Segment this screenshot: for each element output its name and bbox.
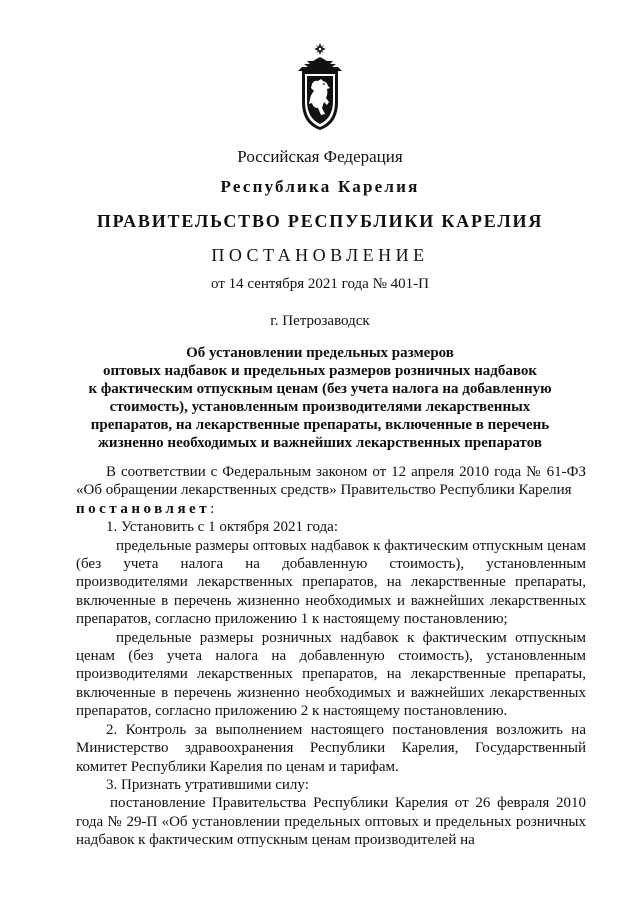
document-city: г. Петрозаводск [270, 313, 370, 329]
intro-paragraph: В соответствии с Федеральным законом от 12 апреля 2010 года № 61-ФЗ «Об обращении лекарственных средств» Правительство Республики Карелия [76, 464, 586, 499]
item-3-repealed-paragraph: постановление Правительства Республики Карелия от 26 февраля 2010 года № 29-П «Об установлении предельных оптовых и предельных розничных надбавок к фактическим отпускным ценам производителей на [76, 795, 586, 849]
resolves-word: постановляет [76, 500, 211, 517]
title-line: жизненно необходимых и важнейших лекарственных препаратов [98, 435, 542, 451]
title-line: стоимость), установленным производителями лекарственных [109, 399, 531, 415]
title-line: Об установлении предельных размеров [186, 345, 454, 361]
country-name: Российская Федерация [237, 147, 403, 166]
item-2: 2. Контроль за выполнением настоящего постановления возложить на Министерство здравоохранения Республики Карелия, Государственный комитет Республики Карелия по ценам и тарифам. [76, 721, 586, 775]
republic-name: Республика Карелия [220, 177, 420, 196]
item-3: 3. Признать утратившими силу: [106, 776, 309, 793]
coat-of-arms-emblem [297, 42, 343, 132]
document-type: ПОСТАНОВЛЕНИЕ [211, 245, 429, 265]
item-1-wholesale-paragraph: предельные размеры оптовых надбавок к фактическим отпускным ценам (без учета налога на добавленную стоимость), установленным производителями лекарственных препаратов, на лекарственные препараты, включенные в перечень жизненно необходимых и важнейших лекарственных препаратов, согласно приложению 1 к настоящему постановлению; [76, 537, 586, 628]
title-line: препаратов, на лекарственные препараты, включенные в перечень [90, 417, 550, 433]
item-1-retail-paragraph: предельные размеры розничных надбавок к фактическим отпускным ценам (без учета налога на добавленную стоимость), установленным производителями лекарственных препаратов, на лекарственные препараты, включенные в перечень жизненно необходимых и важнейших лекарственных препаратов, согласно приложению 2 к настоящему постановлению. [76, 629, 586, 720]
resolution-word [76, 500, 586, 518]
item-1: 1. Установить с 1 октября 2021 года: [106, 519, 338, 536]
title-line: к фактическим отпускным ценам (без учета налога на добавленную [88, 381, 552, 397]
document-date-number: от 14 сентября 2021 года № 401-П [211, 276, 429, 292]
title-line: оптовых надбавок и предельных размеров розничных надбавок [102, 363, 538, 379]
document-title [60, 344, 580, 452]
government-name: ПРАВИТЕЛЬСТВО РЕСПУБЛИКИ КАРЕЛИЯ [96, 211, 544, 231]
document-body [76, 463, 586, 850]
resolves-colon: : [210, 500, 215, 517]
